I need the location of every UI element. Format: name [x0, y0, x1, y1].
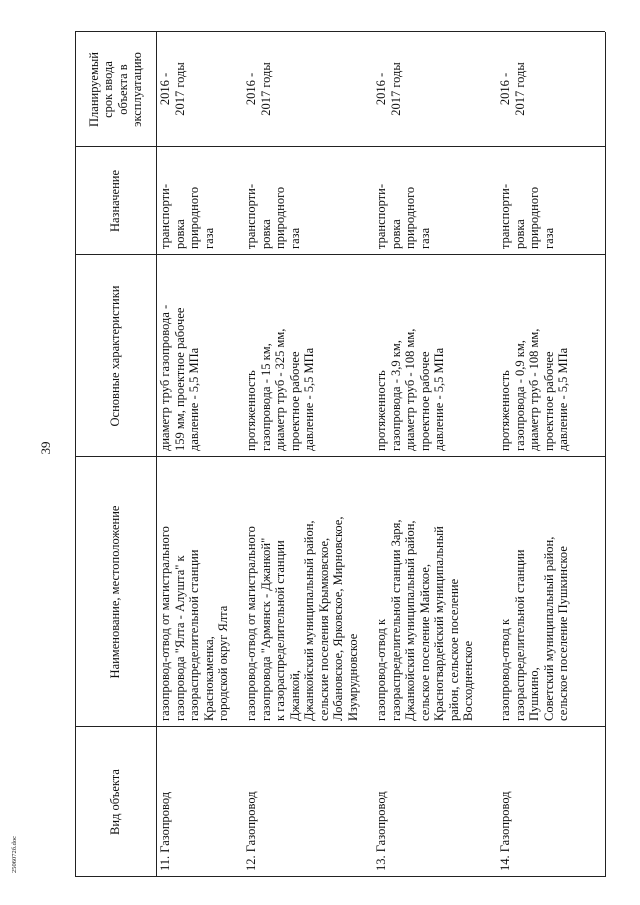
cell-object-type: 12. Газопровод [244, 791, 258, 871]
cell-purpose: транспорти- ровка природного газа [374, 184, 432, 249]
header-commissioning-term: Планируемый срок ввода объекта в эксплуатацию [86, 52, 144, 127]
header-object-type: Вид объекта [108, 769, 123, 835]
cell-purpose: транспорти- ровка природного газа [498, 184, 556, 249]
header-name-location: Наименование, местоположение [108, 505, 123, 679]
cell-name-location: газопровод-отвод к газораспределительной станции Заря, Джанкойский муниципальный район, сельское поселение Майское, Красногвардейский муниципальный район, сельское поселение Восходненское [374, 519, 475, 721]
table-border-bottom [605, 32, 606, 877]
cell-name-location: газопровод-отвод к газораспределительной станции Пушкино, Советский муниципальный район, сельское поселение Пушкинское [498, 536, 570, 721]
cell-object-type: 13. Газопровод [374, 791, 388, 871]
cell-characteristics: протяженность газопровода - 15 км, диаметр труб - 325 мм, проектное рабочее давление - 5,5 МПа [244, 328, 316, 451]
cell-characteristics: диаметр труб газопровода - 159 мм, проектное рабочее давление - 5,5 МПа [158, 304, 201, 451]
table-row [158, 32, 244, 877]
table-row [374, 32, 498, 877]
objects-table [75, 32, 605, 877]
page-number: 39 [38, 441, 53, 455]
cell-object-type: 11. Газопровод [158, 791, 172, 871]
cell-characteristics: протяженность газопровода - 3,9 км, диаметр труб - 108 мм, проектное рабочее давление - 5,5 МПа [374, 328, 446, 451]
document-id: 2506072б.doc [11, 835, 18, 873]
table-row [498, 32, 603, 877]
cell-name-location: газопровод-отвод от магистрального газопровода "Ялта - Алушта" к газораспределительной станции Краснокаменка, городской округ Ялта [158, 526, 230, 721]
table-header-divider [156, 32, 157, 877]
cell-term: 2016 - 2017 годы [498, 62, 527, 116]
cell-purpose: транспорти- ровка природного газа [244, 184, 302, 249]
header-main-characteristics: Основные характеристики [108, 285, 123, 427]
cell-characteristics: протяженность газопровода - 0,9 км, диаметр труб - 108 мм, проектное рабочее давление - 5,5 МПа [498, 328, 570, 451]
cell-purpose: транспорти- ровка природного газа [158, 184, 216, 249]
cell-name-location: газопровод-отвод от магистрального газопровода "Армянск - Джанкой" к газораспределительной станции Джанкой, Джанкойский муниципальный район, сельские поселения Крымковское, Лобановское, Ярковское, Мирновское, Изумрудновское [244, 516, 360, 721]
cell-term: 2016 - 2017 годы [244, 62, 273, 116]
cell-term: 2016 - 2017 годы [158, 62, 187, 116]
header-purpose: Назначение [108, 170, 123, 233]
cell-object-type: 14. Газопровод [498, 791, 512, 871]
table-row [244, 32, 374, 877]
cell-term: 2016 - 2017 годы [374, 62, 403, 116]
